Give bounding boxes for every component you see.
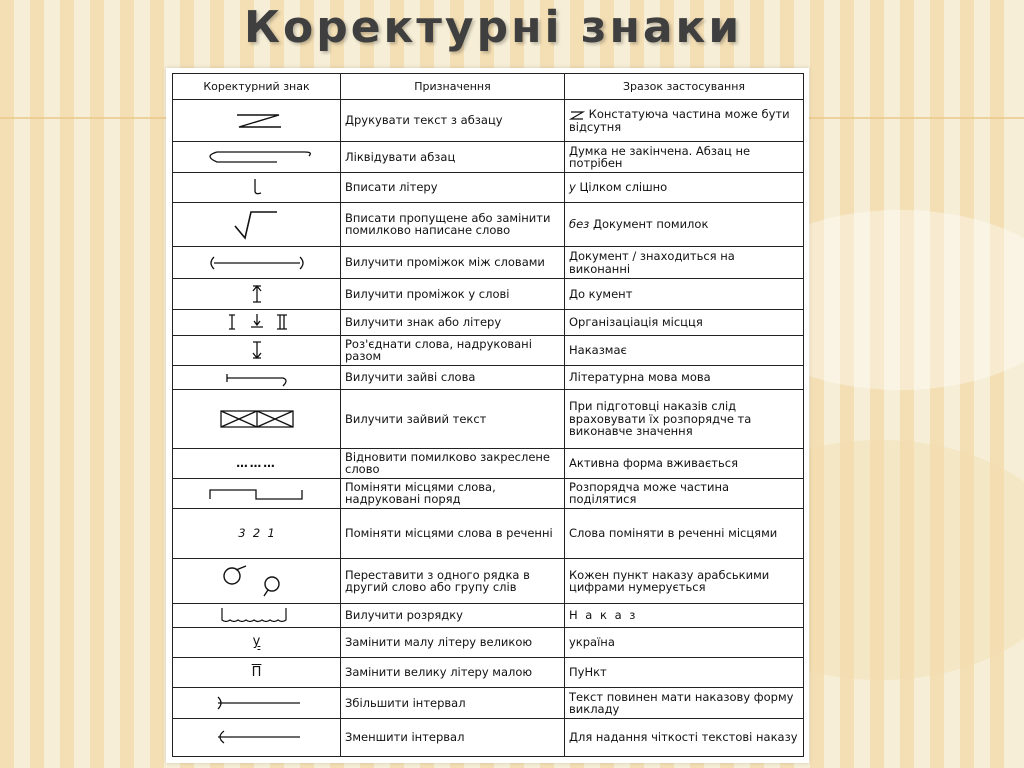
move-line-sign	[173, 559, 341, 603]
increase-interval-sign	[173, 688, 341, 718]
table-row	[173, 478, 804, 508]
row-example: Розпорядча може частина поділятися	[565, 478, 804, 508]
paragraph-join-sign	[173, 142, 341, 172]
example-text: Констатуюча частина може бути відсутня	[569, 107, 790, 134]
remove-spacing-sign	[173, 603, 341, 627]
table-row	[173, 309, 804, 335]
table-row	[173, 627, 804, 657]
swap-adjacent-sign	[173, 478, 341, 508]
insert-letter-sign	[173, 172, 341, 202]
row-example: Кожен пункт наказу арабськими цифрами нумерується	[565, 559, 804, 603]
header-sign: Коректурний знак	[173, 74, 341, 100]
table-row	[173, 142, 804, 172]
table-row	[173, 658, 804, 688]
row-example: Літературна мова мова	[565, 365, 804, 389]
row-example	[565, 100, 804, 142]
row-example: До кумент	[565, 279, 804, 309]
row-purpose: Вписати літеру	[341, 172, 565, 202]
table-row	[173, 603, 804, 627]
table-row	[173, 390, 804, 448]
row-purpose: Вилучити розрядку	[341, 603, 565, 627]
table-row	[173, 448, 804, 478]
inserted-letter: у	[569, 179, 576, 194]
row-purpose: Поміняти місцями слова, надруковані поряд	[341, 478, 565, 508]
row-purpose: Вписати пропущене або замінити помилково написане слово	[341, 202, 565, 246]
delete-letter-sign	[173, 309, 341, 335]
row-example: ПуНкт	[565, 658, 804, 688]
reorder-sign: 3 2 1	[173, 508, 341, 558]
z-sign	[173, 100, 341, 142]
row-purpose: Вилучити знак або літеру	[341, 309, 565, 335]
table-row	[173, 508, 804, 558]
row-example: Для надання чіткості текстові наказу	[565, 718, 804, 756]
delete-words-sign	[173, 365, 341, 389]
example-text: Цілком слішно	[579, 179, 668, 194]
join-letters-sign	[173, 279, 341, 309]
table-row	[173, 688, 804, 718]
row-purpose: Замінити малу літеру великою	[341, 627, 565, 657]
table-row	[173, 559, 804, 603]
uppercase-sign: у	[173, 627, 341, 657]
row-example: При підготовці наказів слід враховувати їх розпорядче та виконавче значення	[565, 390, 804, 448]
proofreading-marks-table	[172, 73, 804, 757]
row-purpose: Вилучити проміжок у слові	[341, 279, 565, 309]
row-example	[565, 202, 804, 246]
table-row	[173, 718, 804, 756]
row-example: Активна форма вживається	[565, 448, 804, 478]
row-purpose: Зменшити інтервал	[341, 718, 565, 756]
table-row	[173, 172, 804, 202]
slide-title: Коректурні знаки	[244, 2, 743, 53]
table-row	[173, 100, 804, 142]
row-example: Організаціація місцця	[565, 309, 804, 335]
restore-sign: ………	[173, 448, 341, 478]
row-purpose: Вилучити зайві слова	[341, 365, 565, 389]
row-purpose: Поміняти місцями слова в реченні	[341, 508, 565, 558]
row-purpose: Збільшити інтервал	[341, 688, 565, 718]
inserted-word: без	[569, 217, 590, 232]
row-purpose: Вилучити зайвий текст	[341, 390, 565, 448]
table-row	[173, 202, 804, 246]
row-purpose: Ліквідувати абзац	[341, 142, 565, 172]
root-sign	[173, 202, 341, 246]
lowercase-sign: П	[173, 658, 341, 688]
decrease-interval-sign	[173, 718, 341, 756]
row-example: Наказмає	[565, 335, 804, 365]
table-row	[173, 365, 804, 389]
row-example: Документ / знаходиться на виконанні	[565, 247, 804, 279]
split-words-sign	[173, 335, 341, 365]
table-row	[173, 247, 804, 279]
example-text: Документ помилок	[592, 217, 709, 232]
table-row	[173, 335, 804, 365]
row-example	[565, 172, 804, 202]
row-purpose: Роз'єднати слова, надруковані разом	[341, 335, 565, 365]
row-purpose: Замінити велику літеру малою	[341, 658, 565, 688]
row-example: Думка не закінчена. Абзац не потрібен	[565, 142, 804, 172]
row-example: україна	[565, 627, 804, 657]
remove-space-sign	[173, 247, 341, 279]
row-purpose: Відновити помилково закреслене слово	[341, 448, 565, 478]
table-row	[173, 279, 804, 309]
row-purpose: Друкувати текст з абзацу	[341, 100, 565, 142]
row-example: Н а к а з	[565, 603, 804, 627]
row-purpose: Вилучити проміжок між словами	[341, 247, 565, 279]
delete-block-sign	[173, 390, 341, 448]
table-header-row	[173, 74, 804, 100]
row-example: Слова поміняти в реченні місцями	[565, 508, 804, 558]
row-purpose: Переставити з одного рядка в другий слово або групу слів	[341, 559, 565, 603]
proofreading-table-image	[166, 68, 809, 763]
header-example: Зразок застосування	[565, 74, 804, 100]
header-purpose: Призначення	[341, 74, 565, 100]
row-example: Текст повинен мати наказову форму викладу	[565, 688, 804, 718]
